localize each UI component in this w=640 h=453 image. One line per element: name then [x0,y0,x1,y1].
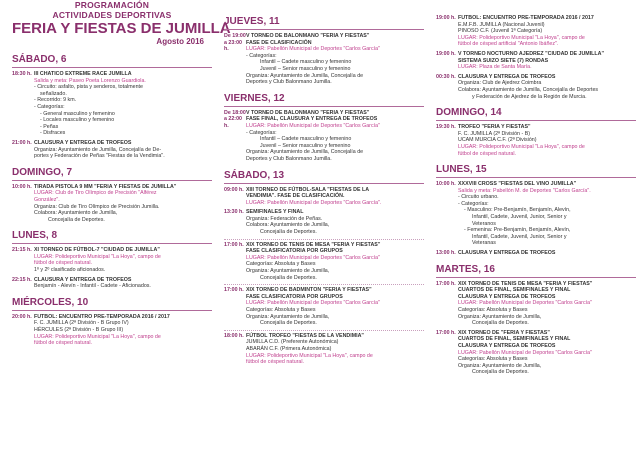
event-detail: Organiza: Ayuntamiento de Jumilla, [458,362,542,369]
event [436,250,636,257]
event-title: CLAUSURA Y ENTREGA DE TROFEOS [458,250,556,257]
event [436,181,636,247]
event-location: fútbol de césped natural. [34,340,93,347]
day-heading: VIERNES, 12 [224,91,424,107]
event-detail: Concejalía de Deportes. [260,229,317,236]
event-detail: F. C. JUMILLA (2ª División - B Grupo IV) [34,320,129,327]
event-detail: F. C. JUMILLA (2ª División - B) [458,130,531,137]
event-time: 09:00 h. [224,186,244,193]
event-location: Salida y meta: Paseo Poeta Lorenzo Guardiola. [34,77,146,84]
event-subtitle: CLAUSURA Y ENTREGA DE TROFEOS [458,342,556,349]
event-time: 18:00 h. [224,332,244,339]
event-time-end: a 23:00 h. [224,39,242,53]
event-time: 00:30 h. [436,73,456,80]
column-1 [12,0,231,350]
event [224,110,424,163]
event-detail: Juvenil – Senior masculino y femenino [260,142,351,149]
event-time: 10:00 h. [436,181,456,188]
event-detail: Organiza: Ayuntamiento de Jumilla, [458,313,542,320]
event-location: LUGAR: Club de Tiro Olímpico de Precisión "Alférez [34,190,157,197]
event-title: XIX TORNEO DE TENIS DE MESA "FERIA Y FIESTAS" [246,241,381,248]
event-detail: HÉRCULES (2ª División - B Grupo III) [34,327,124,334]
event-title-2: VENDIMIA". FASE DE CLASIFICACIÓN. [246,193,345,200]
day-heading: SÁBADO, 13 [224,168,424,184]
event-detail: Categorías: Absoluta y Bases [458,307,528,313]
event-time: 17:00 h. [436,329,456,336]
column-2 [224,0,424,369]
event-body [34,184,212,224]
event-detail: - Recorrido: 9 km. [34,97,77,104]
separator [224,330,424,331]
event-title: III CHATICO EXTREME RACE JUMILLA [34,71,132,77]
column-3 [436,0,636,379]
event-location: LUGAR: Pabellón Municipal de Deportes "Carlos García" [246,122,380,129]
event [436,51,636,71]
event-detail: Concejalía de Deportes. [48,216,105,223]
event-detail: Concejalía de Deportes. [260,320,317,327]
event-title: FÚTBOL TROFEO "FIESTAS DE LA VENDIMIA" [246,332,364,339]
event-body [458,51,636,71]
event-body [458,181,636,247]
event-location: González". [34,196,60,203]
event-body [34,247,212,273]
event-location: fútbol de césped natural. [34,260,93,267]
event-detail: portes y Federación de Peñas "Fiestas de la Vendimia". [34,153,165,160]
event-body [246,187,424,207]
event-detail: PINOSO C.F. (Juvenil 1ª Categoría) [458,28,543,35]
event [224,209,424,235]
event-detail: - Categorías: [246,52,277,59]
event [436,74,636,100]
event-time [224,110,246,163]
event-detail: - Categorías: [246,129,277,136]
event-detail: Infantil, Cadete, Juvenil, Junior, Senior y [472,214,567,221]
event-title: V TORNEO DE BALONMANO "FERIA Y FIESTAS" [246,33,370,39]
day-heading: SÁBADO, 6 [12,52,212,68]
event-location: LUGAR: Polideportivo Municipal "La Hoya", campo de [458,34,585,41]
event-body [458,15,636,48]
event-detail: E.M.F.B. JUMILLA (Nacional Juvenil) [458,21,545,28]
event-body [458,124,636,157]
event-body [246,33,424,86]
event-subtitle: FASE CLASIFICATORIA POR GRUPOS [246,293,343,300]
event-location: LUGAR: Plaza de Santa María. [458,64,532,71]
event-location: LUGAR: Polideportivo Municipal "La Hoya", campo de [246,352,373,359]
event-location: LUGAR: Polideportivo Municipal "La Hoya", campo de [34,253,161,260]
event-location: Salida y meta: Pabellón M. de Deportes "Carlos García". [458,187,591,194]
event [224,242,424,282]
event-detail: Organiza: Ayuntamiento de Jumilla, Concejalía de [246,149,364,156]
event-location: LUGAR: Pabellón Municipal de Deportes "Carlos García" [246,46,380,53]
event-detail: Concejalía de Deportes. [472,369,529,376]
event [436,330,636,376]
event-body [246,209,424,235]
event-time: 17:00 h. [224,287,244,294]
event-detail: 1º y 2º clasificado aficionados. [34,267,106,274]
event-subtitle: CLAUSURA Y ENTREGA DE TROFEOS [458,293,556,300]
event-detail: Infantil – Cadete masculino y femenino [260,136,352,143]
event-body [246,287,424,327]
event-detail: JUMILLA C.D. (Preferente Autonómica) [246,339,339,346]
event-time: 19:00 h. [436,15,456,21]
event-time: 21:00 h. [12,139,32,146]
event-title: XIX TORNEO DE BADMINTON "FERIA Y FIESTAS" [246,287,372,294]
event [12,314,212,347]
event-location: LUGAR: Polideportivo Municipal "La Hoya", campo de [458,143,585,150]
event-detail: Concejalía de Deportes. [472,320,529,327]
event-body [34,71,212,137]
event-location: LUGAR: Pabellón Municipal de Deportes "Carlos García" [458,300,592,307]
event-subtitle: FASE FINAL, CLAUSURA Y ENTREGA DE TROFEOS [246,116,378,123]
event [224,287,424,327]
event-title: TROFEO "FERIA Y FIESTAS" [458,124,531,131]
event-subtitle: CUARTOS DE FINAL, SEMIFINALES Y FINAL [458,336,571,343]
event-title: XXXVIII CROSS "FIESTAS DEL VINO JUMILLA" [458,181,577,188]
event-time: 18:30 h. [12,71,32,77]
event-title: XI TORNEO DE FÚTBOL-7 "CIUDAD DE JUMILLA" [34,247,160,254]
event [436,15,636,48]
event [224,33,424,86]
event-detail: Colabora: Ayuntamiento de Jumilla, Concejalía de Deportes [458,86,599,93]
event-detail: Organiza: Ayuntamiento de Jumilla, Concejalía de [246,72,364,79]
event-time: 19:30 h. [436,124,456,131]
event-time: 17:00 h. [224,241,244,248]
event-detail: Infantil, Cadete, Juvenil, Junior, Senior y [472,233,567,240]
event-detail: Deportes y Club Balonmano Jumilla. [246,155,332,162]
event-body [34,277,212,290]
event-detail: UCAM MURCIA C.F. (2ª División) [458,137,537,144]
event-location: LUGAR: Polideportivo Municipal "La Hoya", campo de [34,333,161,340]
event-subtitle: FASE DE CLASIFICACIÓN [246,39,312,46]
event-detail: y Federación de Ajedrez de la Región de Murcia. [472,93,587,100]
event-time: 10:00 h. [12,183,32,190]
event-body [458,281,636,327]
event-time-start: De 19:00 [224,33,246,39]
separator [224,284,424,285]
event [12,140,212,160]
event-detail: Veteranos [472,220,496,227]
event-body [458,330,636,376]
event-location: fútbol de césped natural. [246,359,305,366]
event-time: 17:00 h. [436,280,456,287]
separator [224,239,424,240]
event-body [458,250,636,257]
day-heading: DOMINGO, 7 [12,165,212,181]
event-subtitle: CUARTOS DE FINAL, SEMIFINALES Y FINAL [458,287,571,294]
event-time: 19:00 h. [436,50,456,57]
event-location: fútbol de césped artificial "Antonio Ibáñez". [458,41,559,48]
event [436,281,636,327]
event-detail: Juvenil – Senior masculino y femenino [260,65,351,72]
event-time: 13:00 h. [436,250,456,257]
event [12,277,212,290]
event-detail: Deportes y Club Balonmano Jumilla. [246,79,332,86]
event-title: CLAUSURA Y ENTREGA DE TROFEOS [34,139,132,146]
event-subtitle: SISTEMA SUIZO SIETE (7) RONDAS [458,57,549,64]
event-title: SEMIFINALES Y FINAL [246,209,304,216]
event-title: TIRADA PISTOLA 9 MM "FERIA Y FIESTAS DE JUMILLA" [34,183,177,190]
event-detail: Organiza: Club de Ajedrez Coimbra [458,80,542,87]
day-heading: LUNES, 15 [436,162,636,178]
event-detail: Colabora: Ayuntamiento de Jumilla, [34,210,118,217]
event-title: XIII TORNEO DE FÚTBOL-SALA "FIESTAS DE LA [246,186,370,193]
event-detail: señalizado. [40,90,67,97]
event-location: LUGAR: Pabellón Municipal de Deportes "Carlos García" [246,300,380,307]
event-subtitle: FASE CLASIFICATORIA POR GRUPOS [246,248,343,255]
event-time [224,33,246,86]
header-date: Agosto 2016 [156,37,204,46]
event-detail: - Circuito urbano. [458,194,499,201]
event-detail: - Categorías: [458,200,489,207]
event-location: fútbol de césped natural. [458,150,517,157]
event-detail: ABARÁN C.F. (Primera Autonómica) [246,345,332,352]
event-detail: Organiza: Club de Tiro Olímpico de Precisión Jumilla. [34,203,160,210]
event [436,124,636,157]
event-title: FUTBOL: ENCUENTRO PRE-TEMPORADA 2016 / 2017 [458,15,594,21]
event-time-end: a 22:00 h. [224,116,242,129]
day-heading: MIÉRCOLES, 10 [12,295,212,311]
event-detail: - Peñas [40,123,59,130]
event-detail: Categorías: Absoluta y Bases [246,261,316,268]
event-body [34,140,212,160]
event-detail: Organiza: Federación de Peñas. [246,215,323,222]
event-detail: Organiza: Ayuntamiento de Jumilla, Concejalía de De- [34,146,162,153]
event-title: XIX TORNEO DE "FERIA Y FIESTAS" [458,329,550,336]
event-time-start: De 18:00 [224,109,246,116]
event-location: LUGAR: Pabellón Municipal de Deportes "Carlos García". [246,199,382,206]
event-detail: Organiza: Ayuntamiento de Jumilla, [246,268,330,275]
event-detail: Categorías: Absoluta y Bases [246,307,316,313]
event-title: V TORNEO NOCTURNO AJEDREZ "CIUDAD DE JUMILLA" [458,50,604,57]
event-body [458,74,636,100]
page-header [12,0,231,47]
day-heading: LUNES, 8 [12,228,212,244]
event-title: XIX TORNEO DE TENIS DE MESA "FERIA Y FIESTAS" [458,280,593,287]
event [12,184,212,224]
event [12,247,212,273]
event-title: CLAUSURA Y ENTREGA DE TROFEOS [458,73,556,80]
event-time: 21:15 h. [12,247,32,254]
event-detail: Categorías: Absoluta y Bases [458,356,528,363]
day-heading: DOMINGO, 14 [436,105,636,121]
event-detail: - Circuito: asfalto, pista y senderos, totalmente [34,84,143,91]
event-detail: Benjamín - Alevín - Infantil - Cadete - Aficionados. [34,283,151,290]
event-time: 22:15 h. [12,276,32,283]
event [224,333,424,366]
event [224,187,424,207]
event-detail: Infantil – Cadete masculino y femenino [260,59,352,66]
event-detail: - General masculino y femenino [40,110,115,117]
event-body [246,242,424,282]
event-detail: Colabora: Ayuntamiento de Jumilla, [246,222,330,229]
event-location: LUGAR: Pabellón Municipal de Deportes "Carlos García" [458,349,592,356]
event [12,71,212,137]
event-time: 20:00 h. [12,313,32,320]
header-line-1: PROGRAMACIÓN [74,0,150,10]
event-title: CLAUSURA Y ENTREGA DE TROFEOS [34,276,132,283]
day-heading: MARTES, 16 [436,262,636,278]
event-location: LUGAR: Pabellón Municipal de Deportes "Carlos García" [246,254,380,261]
event-detail: Concejalía de Deportes. [260,274,317,281]
event-time: 13:30 h. [224,209,244,216]
event-detail: - Masculino: Pre-Benjamín, Benjamín, Alevín, [464,207,571,214]
event-detail: Veteranas [472,240,496,247]
event-detail: Organiza: Ayuntamiento de Jumilla, [246,313,330,320]
event-body [246,110,424,163]
event-detail: - Disfraces [40,130,66,137]
event-body [34,314,212,347]
event-detail: - Categorías: [34,103,65,110]
event-body [246,333,424,366]
event-detail: - Femenina: Pre-Benjamín, Benjamín, Alevín, [464,227,571,234]
page-title: FERIA Y FIESTAS DE JUMILLA [12,20,231,37]
day-heading: JUEVES, 11 [224,14,424,30]
header-line-2: ACTIVIDADES DEPORTIVAS [52,10,172,20]
event-detail: - Locales masculino y femenino [40,117,115,124]
event-title: FUTBOL: ENCUENTRO PRE-TEMPORADA 2016 / 2017 [34,313,170,320]
event-title: V TORNEO DE BALONMANO "FERIA Y FIESTAS" [246,109,370,116]
